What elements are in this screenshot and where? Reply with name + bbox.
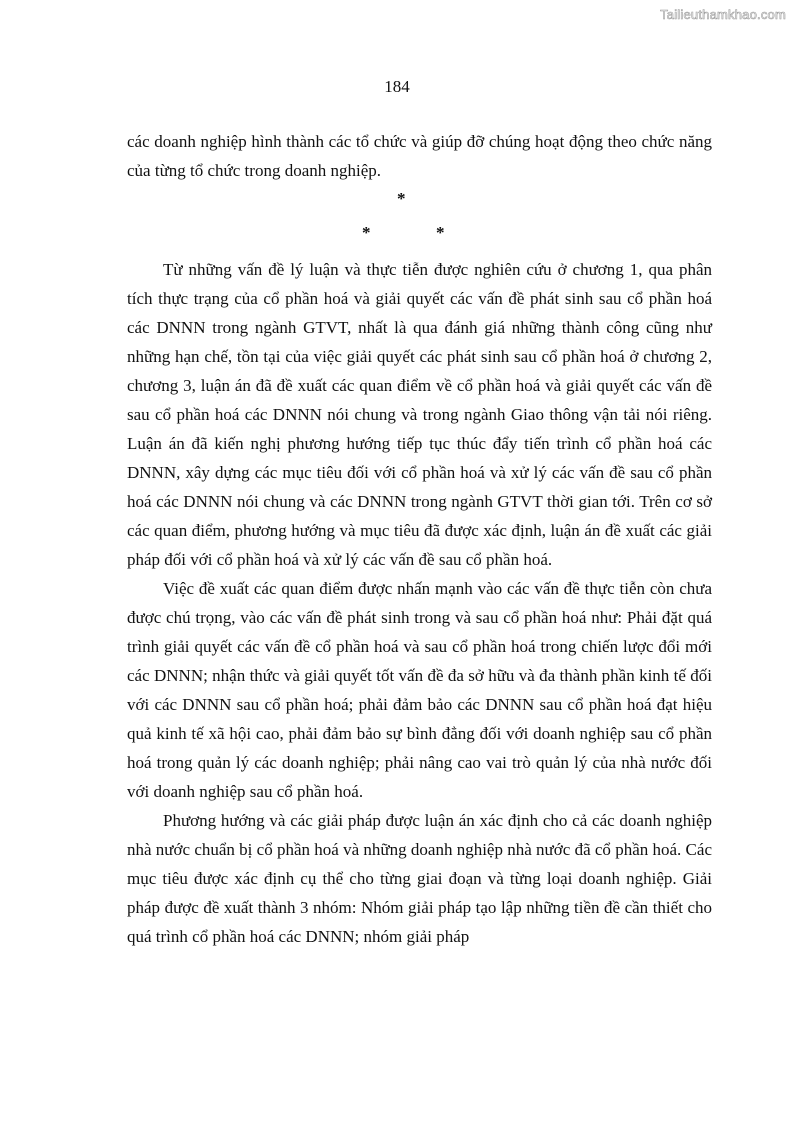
- separator-star-top: *: [397, 189, 406, 208]
- paragraph-conclusion-summary: Từ những vấn đề lý luận và thực tiễn được nghiên cứu ở chương 1, qua phân tích thực trạng của cổ phần hoá và giải quyết các vấn đề phát sinh sau cổ phần hoá các DNNN trong ngành GTVT, nhất là qua đánh giá những thành công cũng như những hạn chế, tồn tại của việc giải quyết các phát sinh sau cổ phần hoá ở chương 2, chương 3, luận án đã đề xuất các quan điểm về cổ phần hoá và giải quyết các vấn đề sau cổ phần hoá các DNNN nói chung và trong ngành Giao thông vận tải nói riêng. Luận án đã kiến nghị phương hướng tiếp tục thúc đẩy tiến trình cổ phần hoá các DNNN, xây dựng các mục tiêu đối với cổ phần hoá và xử lý các vấn đề sau cổ phần hoá các DNNN nói chung và các DNNN trong ngành GTVT thời gian tới. Trên cơ sở các quan điểm, phương hướng và mục tiêu đã được xác định, luận án đề xuất các giải pháp đối với cổ phần hoá và xử lý các vấn đề sau cổ phần hoá.: [127, 260, 712, 569]
- paragraph-proposed-viewpoints: Việc đề xuất các quan điểm được nhấn mạnh vào các vấn đề thực tiễn còn chưa được chú trọng, vào các vấn đề phát sinh trong và sau cổ phần hoá như: Phải đặt quá trình giải quyết các vấn đề cổ phần hoá và sau cổ phần hoá trong chiến lược đổi mới các DNNN; nhận thức và giải quyết tốt vấn đề đa sở hữu và đa thành phần kinh tế đối với các DNNN sau cổ phần hoá; phải đảm bảo các DNNN sau cổ phần hoá đạt hiệu quả kinh tế xã hội cao, phải đảm bảo sự bình đẳng đối với doanh nghiệp sau cổ phần hoá trong quản lý các doanh nghiệp; phải nâng cao vai trò quản lý của nhà nước đối với doanh nghiệp sau cổ phần hoá.: [127, 579, 712, 801]
- watermark-text: Tailieuthamkhao.com: [660, 7, 786, 22]
- page-number: 184: [384, 77, 410, 96]
- paragraph-directions-solutions: Phương hướng và các giải pháp được luận án xác định cho cả các doanh nghiệp nhà nước chuẩn bị cổ phần hoá và những doanh nghiệp nhà nước đã cổ phần hoá. Các mục tiêu được xác định cụ thể cho từng giai đoạn và từng loại doanh nghiệp. Giải pháp được đề xuất thành 3 nhóm: Nhóm giải pháp tạo lập những tiền đề cần thiết cho quá trình cổ phần hoá các DNNN; nhóm giải pháp: [127, 811, 712, 946]
- document-body: [127, 127, 712, 951]
- separator-star-right: *: [436, 223, 445, 242]
- paragraph-continuation: các doanh nghiệp hình thành các tổ chức và giúp đỡ chúng hoạt động theo chức năng của từng tổ chức trong doanh nghiệp.: [127, 132, 712, 180]
- section-separator: [127, 185, 712, 255]
- separator-star-left: *: [362, 223, 371, 242]
